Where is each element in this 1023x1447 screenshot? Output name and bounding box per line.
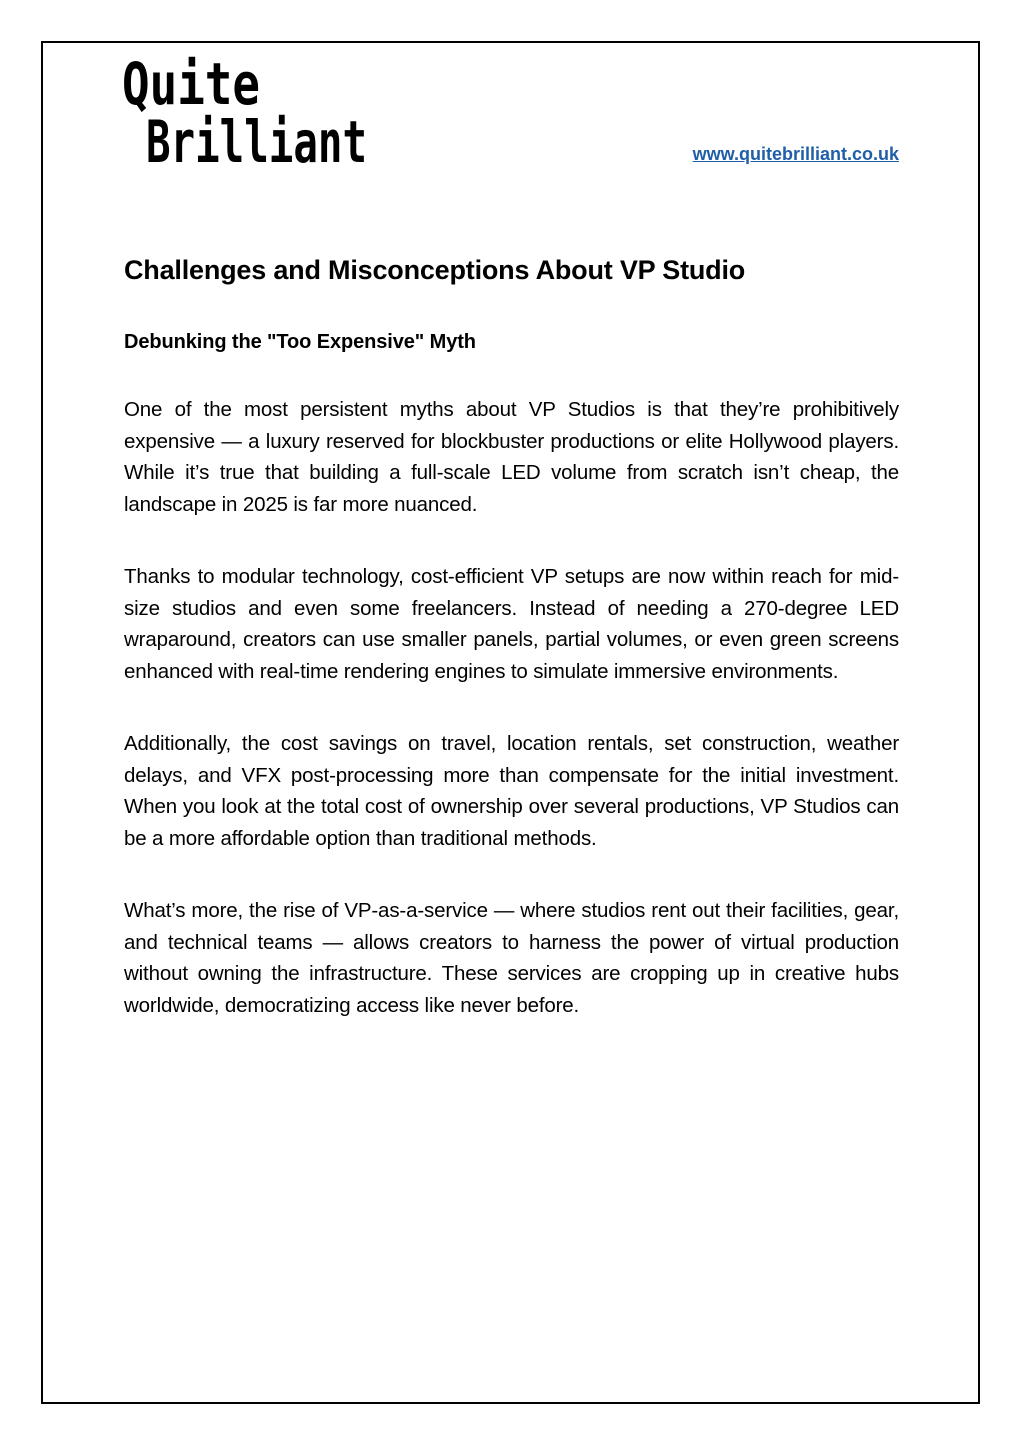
body-paragraph-1: One of the most persistent myths about VP Studios is that they’re prohibitively expensive — a luxury reserved for blockbuster productions or elite Hollywood players. While it’s true that building a full-scale LED volume from scratch isn’t cheap, the landscape in 2025 is far more nuanced. [124,398,899,516]
body-paragraph-3: Additionally, the cost savings on travel, location rentals, set construction, weather delays, and VFX post-processing more than compensate for the initial investment. When you look at the total cost of ownership over several productions, VP Studios can be a more affordable option than traditional methods. [124,732,899,850]
section-heading: Debunking the "Too Expensive" Myth [124,331,476,353]
body-paragraph-2: Thanks to modular technology, cost-efficient VP setups are now within reach for mid-size studios and even some freelancers. Instead of needing a 270-degree LED wraparound, creators can use smaller panels, partial volumes, or even green screens enhanced with real-time rendering engines to simulate immersive environments. [124,565,899,683]
website-link[interactable]: www.quitebrilliant.co.uk [692,144,899,164]
body-paragraph-4: What’s more, the rise of VP-as-a-service — where studios rent out their facilities, gear, and technical teams — allows creators to harness the power of virtual production without owning the infrastructure. These services are cropping up in creative hubs worldwide, democratizing access like never before. [124,899,899,1017]
document-content [124,248,899,1021]
quite-brilliant-logo [122,50,367,176]
page-title: Challenges and Misconceptions About VP Studio [124,255,746,285]
logo-line-1: Quite [122,50,260,118]
logo-line-2: Brilliant [146,108,367,176]
